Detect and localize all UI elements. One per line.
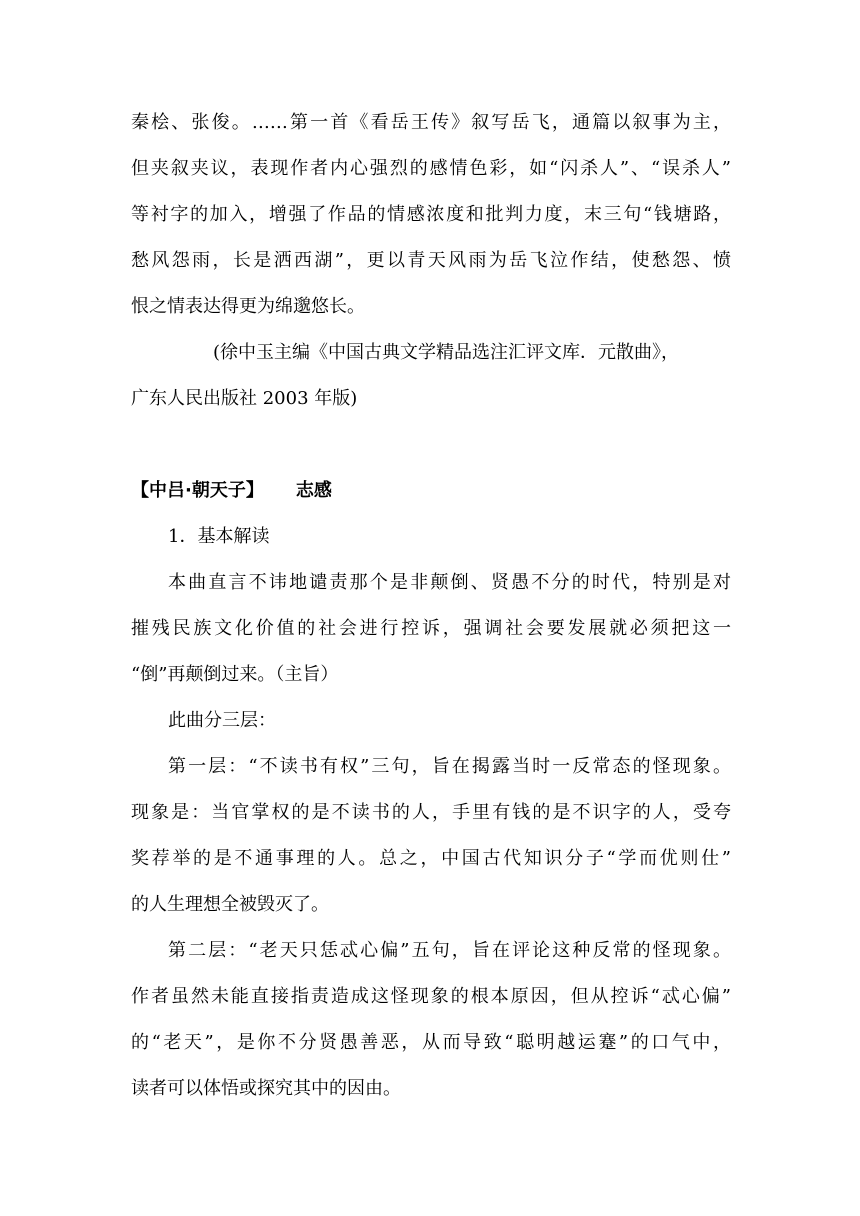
subsection-title: 1．基本解读 [168, 526, 270, 547]
paragraph-line: 愁风怨雨，长是洒西湖”，更以青天风雨为岳飞泣作结，使愁怨、愤 [131, 250, 731, 271]
citation-line: 广东人民出版社 2003 年版) [131, 388, 358, 409]
section-heading [131, 479, 731, 503]
heading-title: 志感 [295, 480, 332, 501]
paragraph-line: 但夹叙夹议，表现作者内心强烈的感情色彩，如“闪杀人”、“误杀人” [131, 158, 731, 179]
paragraph-line: 读者可以体悟或探究其中的因由。 [131, 1078, 401, 1099]
paragraph-line: 摧残民族文化价值的社会进行控诉，强调社会要发展就必须把这一 [131, 618, 731, 639]
paragraph-line: 秦桧、张俊。……第一首《看岳王传》叙写岳飞，通篇以叙事为主， [131, 112, 731, 133]
paragraph-line: “倒”再颠倒过来。（主旨） [131, 664, 339, 685]
paragraph-line: 奖荐举的是不通事理的人。总之，中国古代知识分子“学而优则仕” [131, 848, 731, 869]
paragraph-line: 本曲直言不讳地谴责那个是非颠倒、贤愚不分的时代，特别是对 [168, 572, 731, 593]
layers-intro: 此曲分三层： [168, 710, 276, 731]
tune-name: 【中吕·朝天子】 [131, 480, 264, 501]
citation-line: (徐中玉主编《中国古典文学精品选注汇评文库．元散曲》， [213, 342, 680, 363]
paragraph-line: 现象是：当官掌权的是不读书的人，手里有钱的是不识字的人，受夸 [131, 802, 731, 823]
paragraph-line: 恨之情表达得更为绵邈悠长。 [131, 296, 365, 317]
paragraph-line: 的“老天”，是你不分贤愚善恶，从而导致“聪明越运蹇”的口气中， [131, 1032, 731, 1053]
paragraph-line: 第二层：“老天只恁忒心偏”五句，旨在评论这种反常的怪现象。 [168, 940, 731, 961]
paragraph-line: 的人生理想全被毁灭了。 [131, 894, 329, 915]
paragraph-line: 作者虽然未能直接指责造成这怪现象的根本原因，但从控诉“忒心偏” [131, 986, 731, 1007]
paragraph-line: 第一层：“不读书有权”三句，旨在揭露当时一反常态的怪现象。 [168, 756, 731, 777]
paragraph-line: 等衬字的加入，增强了作品的情感浓度和批判力度，末三句“钱塘路， [131, 204, 731, 225]
